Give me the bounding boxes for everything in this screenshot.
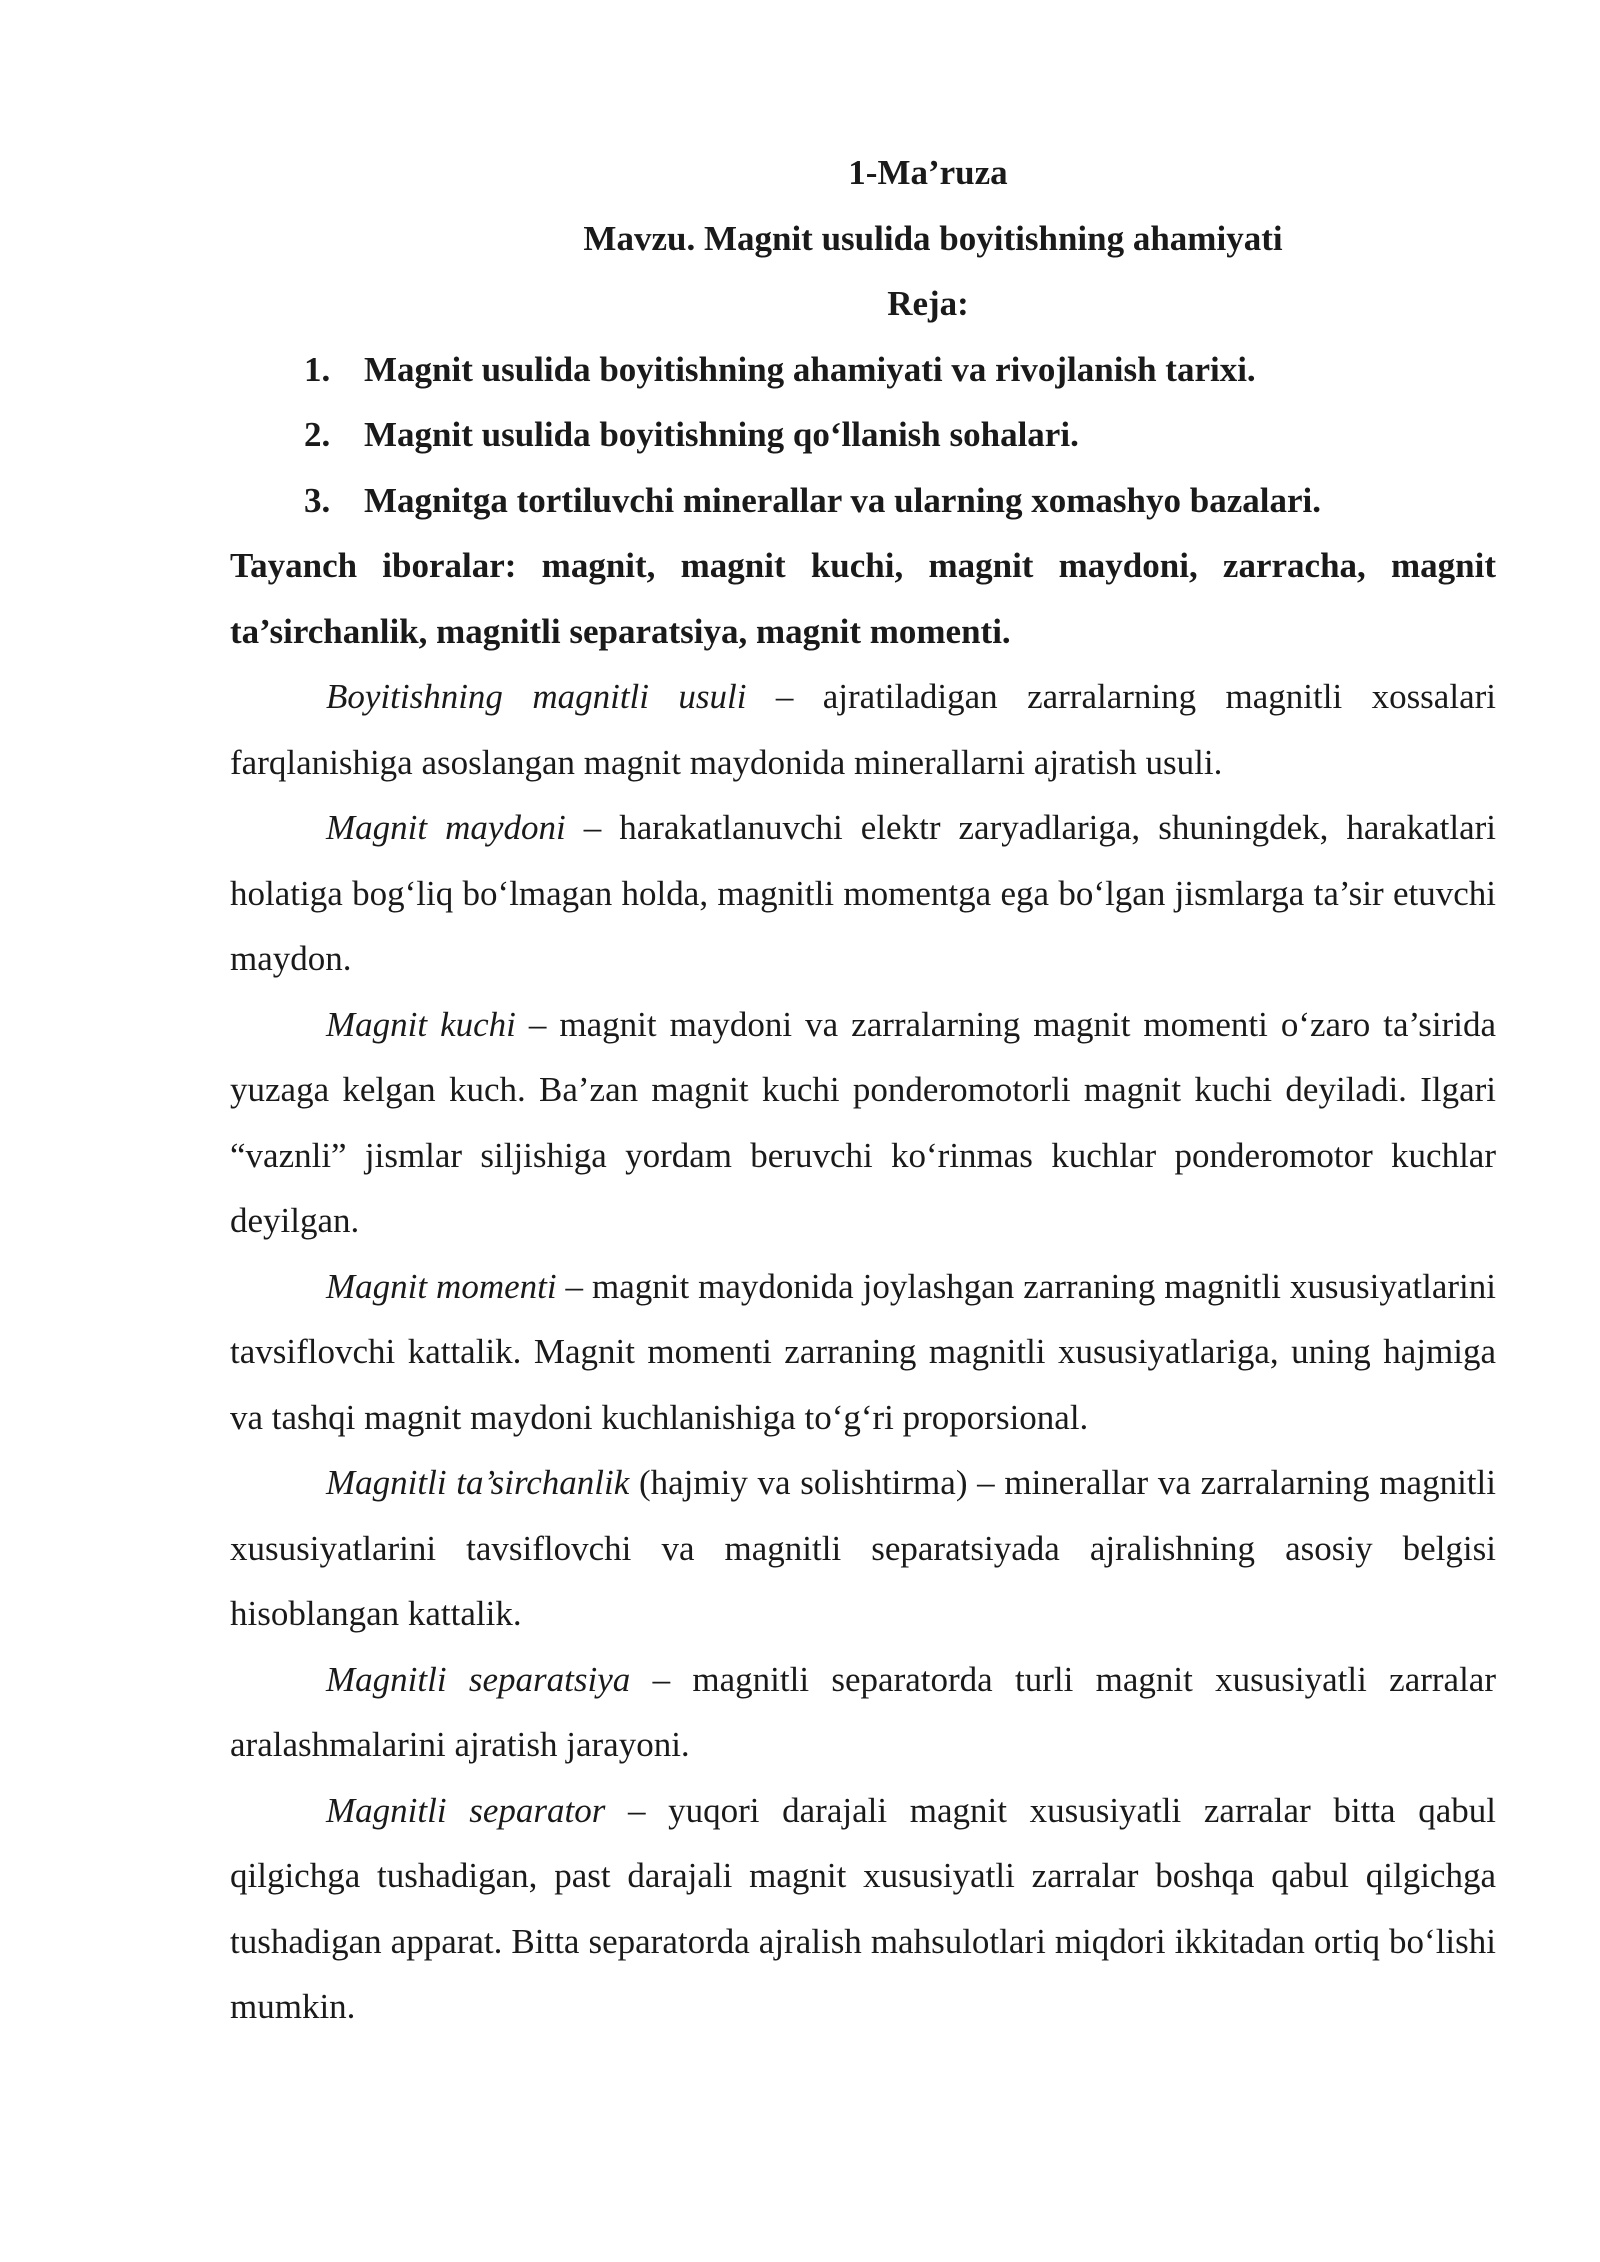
definition-text: – yuqori darajali magnit xususiyatli zarralar bitta qabul qilgichga tushadigan, past darajali magnit xususiyatli zarralar boshqa qabul qilgichga tushadigan apparat. Bitta separatorda ajralish mahsulotlari miqdori ikkitadan ortiq bo‘lishi mumkin.: [230, 1790, 1496, 2026]
definition-text: – magnitli separatorda turli magnit xususiyatli zarralar aralashmalarini ajratish jarayoni.: [230, 1659, 1496, 1764]
plan-item: [230, 468, 1496, 534]
plan-heading: Reja:: [887, 284, 969, 323]
plan-item-text: Magnit usulida boyitishning qo‘llanish sohalari.: [364, 415, 1079, 454]
definition-paragraph: [230, 1254, 1496, 1451]
definition-paragraph: [230, 1778, 1496, 2040]
definition-paragraph: [230, 664, 1496, 795]
definition-text: – ajratiladigan zarralarning magnitli xossalari farqlanishiga asoslangan magnit maydonida minerallarni ajratish usuli.: [230, 677, 1496, 782]
lecture-number: 1-Ma’ruza: [848, 153, 1008, 192]
definition-text: (hajmiy va solishtirma) – minerallar va zarralarning magnitli xususiyatlarini tavsiflovchi va magnitli separatsiyada ajralishning asosiy belgisi hisoblangan kattalik.: [230, 1463, 1496, 1633]
definition-term: Magnit maydoni: [326, 808, 566, 847]
definition-paragraph: [230, 1647, 1496, 1778]
plan-item-number: 3.: [304, 480, 331, 520]
definition-paragraph: [230, 1450, 1496, 1647]
definition-term: Magnit kuchi: [326, 1004, 516, 1044]
definition-term: Magnitli separator: [326, 1790, 606, 1830]
plan-item-number: 1.: [304, 349, 331, 389]
plan-item: [230, 337, 1496, 403]
plan-item-text: Magnit usulida boyitishning ahamiyati va rivojlanish tarixi.: [364, 349, 1256, 389]
definition-paragraph: [230, 795, 1496, 992]
topic-title: Mavzu. Magnit usulida boyitishning ahamiyati: [583, 218, 1283, 258]
definition-term: Magnitli ta’sirchanlik: [326, 1463, 630, 1502]
plan-item: [230, 402, 1496, 468]
plan-item-text: Magnitga tortiluvchi minerallar va ularning xomashyo bazalari.: [364, 480, 1321, 520]
definition-paragraph: [230, 992, 1496, 1254]
definition-text: – magnit maydonida joylashgan zarraning magnitli xususiyatlarini tavsiflovchi kattalik. Magnit momenti zarraning magnitli xususiyatlariga, uning hajmiga va tashqi magnit maydoni kuchlanishiga to‘g‘ri proporsional.: [230, 1266, 1496, 1437]
definition-text: – harakatlanuvchi elektr zaryadlariga, shuningdek, harakatlari holatiga bog‘liq bo‘lmagan holda, magnitli momentga ega bo‘lgan jismlarga ta’sir etuvchi maydon.: [230, 808, 1497, 978]
key-terms: Tayanch iboralar: magnit, magnit kuchi, magnit maydoni, zarracha, magnit ta’sirchanlik, magnitli separatsiya, magnit momenti.: [230, 546, 1496, 651]
plan-list: [230, 337, 1496, 534]
definition-text: – magnit maydoni va zarralarning magnit momenti o‘zaro ta’sirida yuzaga kelgan kuch. Ba’zan magnit kuchi ponderomotorli magnit kuchi deyiladi. Ilgari “vaznli” jismlar siljishiga yordam beruvchi ko‘rinmas kuchlar ponderomotor kuchlar deyilgan.: [230, 1004, 1496, 1240]
definition-term: Boyitishning magnitli usuli: [326, 677, 747, 716]
definition-term: Magnit momenti: [326, 1266, 557, 1306]
plan-item-number: 2.: [304, 415, 331, 454]
definition-term: Magnitli separatsiya: [326, 1659, 631, 1699]
document-page: [230, 140, 1496, 2040]
